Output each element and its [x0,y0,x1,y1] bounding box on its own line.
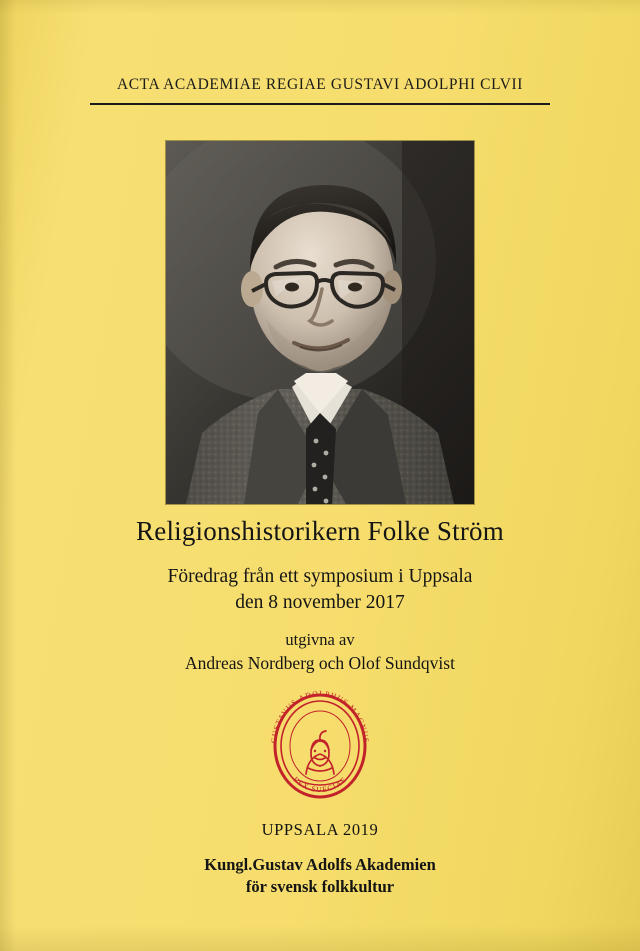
portrait-photograph [166,141,474,504]
academy-seal-icon [258,688,382,804]
subtitle-line-1: Föredrag från ett symposium i Uppsala [167,566,473,588]
bottom-edge-shading [0,925,640,951]
imprint-block [40,820,600,899]
editors-names: Andreas Nordberg och Olof Sundqvist [185,652,455,673]
place-and-year: UPPSALA 2019 [261,820,379,839]
spine-shading [0,0,16,951]
page-title: Religionshistorikern Folke Ström [136,516,504,546]
publisher [40,854,600,899]
top-edge-shading [0,0,640,14]
subtitle [40,564,600,615]
publisher-line-2: för svensk folkkultur [245,877,395,897]
publisher-line-1: Kungl.Gustav Adolfs Akademien [204,855,436,874]
subtitle-line-2: den 8 november 2017 [235,591,405,613]
series-divider-rule [90,103,550,105]
editors-label: utgivna av [285,629,355,649]
title-block [40,516,600,675]
svg-text:REX SUECIAE: REX SUECIAE [291,774,349,795]
series-statement [90,76,550,105]
series-title: ACTA ACADEMIAE REGIAE GUSTAVI ADOLPHI CLVII [116,76,524,93]
svg-text:GUSTAVUS ADOLPHUS MAGNUS: GUSTAVUS ADOLPHUS MAGNUS [268,688,371,744]
